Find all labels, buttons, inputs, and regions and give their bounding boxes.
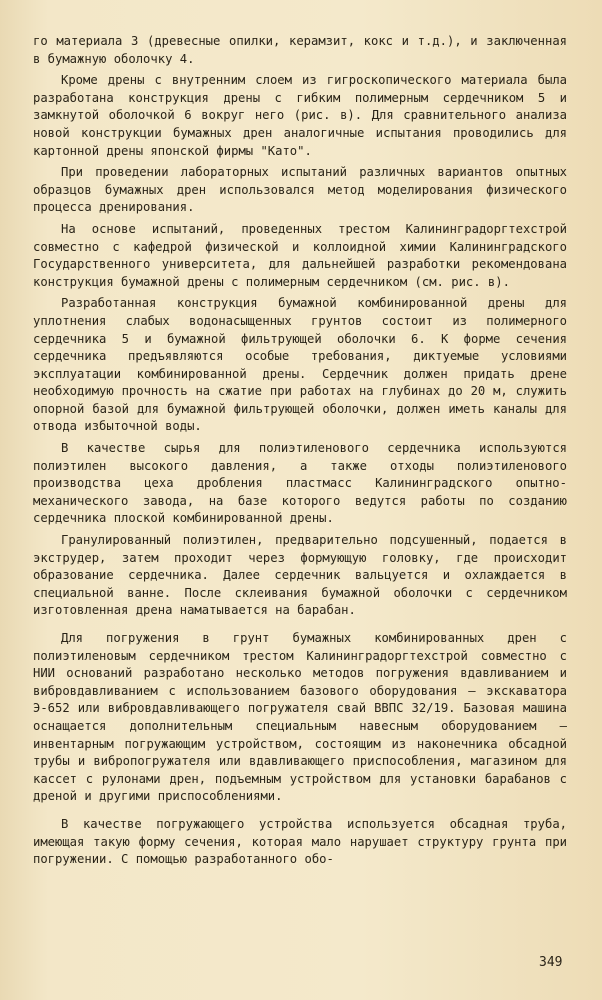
paragraph-2: Кроме дрены с внутренним слоем из гигроскопического материала была разработана конструкция дрены с гибким полимерным сердечником 5 и замкнутой оболочкой 6 вокруг него (рис. в). Для сравнительного анализа новой конструкции бумажных дрен аналогичные испытания проводились для картонной дрены японской фирмы "Като". (33, 73, 567, 158)
paragraph-6: В качестве сырья для полиэтиленового сердечника используются полиэтилен высокого давления, а также отходы полиэтиленового производства цеха дробления пластмасс Калининградского опытно-механического завода, на базе которого ведутся работы по созданию сердечника плоской комбинированной дрены. (33, 441, 567, 526)
paragraph-5: Разработанная конструкция бумажной комбинированной дрены для уплотнения слабых водонасыщенных грунтов состоит из полимерного сердечника 5 и бумажной фильтрующей оболочки 6. К форме сечения сердечника предъявляются особые требования, диктуемые условиями эксплуатации комбинированной дрены. Сердечник должен придать дрене необходимую прочность на сжатие при работах на глубинах до 20 м, служить опорной базой для бумажной фильтрующей оболочки, должен иметь каналы для отвода избыточной воды. (33, 296, 567, 434)
body-text (33, 33, 567, 873)
page-number: 349 (539, 955, 563, 970)
paragraph-1: го материала 3 (древесные опилки, керамзит, кокс и т.д.), и заключенная в бумажную оболочку 4. (33, 34, 567, 66)
paragraph-4: На основе испытаний, проведенных трестом Калининградоргтехстрой совместно с кафедрой физической и коллоидной химии Калининградского Государственного университета, для дальнейшей разработки рекомендована конструкция бумажной дрены с полимерным сердечником (см. рис. в). (33, 221, 567, 289)
paragraph-7: Гранулированный полиэтилен, предварительно подсушенный, подается в экструдер, затем проходит через формующую головку, где происходит образование сердечника. Далее сердечник вальцуется и охлаждается в специальной ванне. После склеивания бумажной оболочки с сердечником изготовленная дрена наматывается на барабан. (33, 533, 567, 618)
paragraph-8: Для погружения в грунт бумажных комбинированных дрен с полиэтиленовым сердечником трестом Калининградоргтехстрой совместно с НИИ оснований разработано несколько методов погружения вдавливанием и вибровдавливанием с использованием базового оборудования – экскаватора Э-652 или вибровдавливающего погружателя свай ВВПС 32/19. Базовая машина оснащается дополнительным специальным навесным оборудованием – инвентарным погружающим устройством, состоящим из наконечника обсадной трубы и вибропогружателя или вдавливающего приспособления, магазином для кассет с рулонами дрен, подъемным устройством для установки барабанов с дреной и другими приспособлениями. (33, 631, 567, 804)
paragraph-3: При проведении лабораторных испытаний различных вариантов опытных образцов бумажных дрен использовался метод моделирования физического процесса дренирования. (33, 165, 567, 215)
paragraph-9: В качестве погружающего устройства используется обсадная труба, имеющая такую форму сечения, которая мало нарушает структуру грунта при погружении. С помощью разработанного обо- (33, 816, 567, 867)
